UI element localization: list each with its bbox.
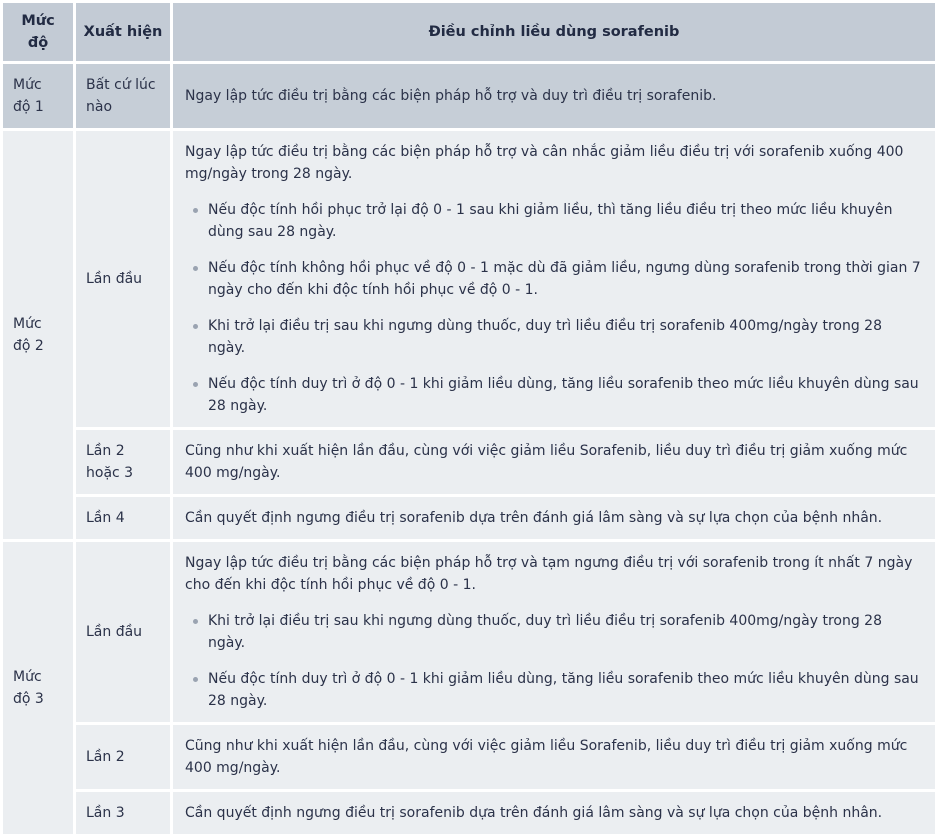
bullet-dot-icon <box>193 677 198 682</box>
occurrence-cell: Lần 3 <box>76 792 170 834</box>
occurrence-cell: Bất cứ lúc nào <box>76 64 170 128</box>
bullet-text: Khi trở lại điều trị sau khi ngưng dùng thuốc, duy trì liều điều trị sorafenib 400mg/ngày trong 28 ngày. <box>208 318 882 356</box>
bullet-item <box>185 373 923 417</box>
level-cell: Mức độ 2 <box>3 131 73 539</box>
occurrence-cell: Lần đầu <box>76 542 170 722</box>
bullet-dot-icon <box>193 382 198 387</box>
bullet-text: Nếu độc tính hồi phục trở lại độ 0 - 1 sau khi giảm liều, thì tăng liều điều trị theo mức liều khuyên dùng sau 28 ngày. <box>208 202 893 240</box>
table-row-level2-first <box>3 131 935 427</box>
header-cell-adjustment: Điều chỉnh liều dùng sorafenib <box>173 3 935 61</box>
adjustment-paragraph: Ngay lập tức điều trị bằng các biện pháp hỗ trợ và duy trì điều trị sorafenib. <box>185 88 717 104</box>
adjustment-paragraph: Cần quyết định ngưng điều trị sorafenib dựa trên đánh giá lâm sàng và sự lựa chọn của bệnh nhân. <box>185 510 883 526</box>
adjustment-paragraph: Cũng như khi xuất hiện lần đầu, cùng với việc giảm liều Sorafenib, liều duy trì điều trị giảm xuống mức 400 mg/ngày. <box>185 443 908 481</box>
table-row-level1 <box>3 64 935 128</box>
level-cell: Mức độ 3 <box>3 542 73 834</box>
bullet-item <box>185 610 923 654</box>
adjustment-paragraph: Cần quyết định ngưng điều trị sorafenib dựa trên đánh giá lâm sàng và sự lựa chọn của bệnh nhân. <box>185 805 883 821</box>
bullet-text: Khi trở lại điều trị sau khi ngưng dùng thuốc, duy trì liều điều trị sorafenib 400mg/ngày trong 28 ngày. <box>208 613 882 651</box>
table-row-level3-occ3 <box>3 792 935 834</box>
table-row-level2-occ4 <box>3 497 935 539</box>
adjustment-cell <box>173 430 935 494</box>
adjustment-cell <box>173 725 935 789</box>
bullet-item <box>185 315 923 359</box>
table-row-level3-occ2 <box>3 725 935 789</box>
header-cell-level: Mức độ <box>3 3 73 61</box>
adjustment-paragraph: Ngay lập tức điều trị bằng các biện pháp hỗ trợ và cân nhắc giảm liều điều trị với sorafenib xuống 400 mg/ngày trong 28 ngày. <box>185 144 904 182</box>
adjustment-cell <box>173 64 935 128</box>
table-row-level2-occ23 <box>3 430 935 494</box>
table-header-row <box>3 3 935 61</box>
bullet-dot-icon <box>193 266 198 271</box>
occurrence-cell: Lần 2 hoặc 3 <box>76 430 170 494</box>
bullet-dot-icon <box>193 619 198 624</box>
bullet-text: Nếu độc tính không hồi phục về độ 0 - 1 mặc dù đã giảm liều, ngưng dùng sorafenib trong thời gian 7 ngày cho đến khi độc tính hồi phục về độ 0 - 1. <box>208 260 921 298</box>
adjustment-paragraph: Cũng như khi xuất hiện lần đầu, cùng với việc giảm liều Sorafenib, liều duy trì điều trị giảm xuống mức 400 mg/ngày. <box>185 738 908 776</box>
table-row-level3-first <box>3 542 935 722</box>
occurrence-cell: Lần đầu <box>76 131 170 427</box>
adjustment-cell <box>173 131 935 427</box>
bullet-text: Nếu độc tính duy trì ở độ 0 - 1 khi giảm liều dùng, tăng liều sorafenib theo mức liều khuyên dùng sau 28 ngày. <box>208 376 919 414</box>
bullet-text: Nếu độc tính duy trì ở độ 0 - 1 khi giảm liều dùng, tăng liều sorafenib theo mức liều khuyên dùng sau 28 ngày. <box>208 671 919 709</box>
adjustment-paragraph: Ngay lập tức điều trị bằng các biện pháp hỗ trợ và tạm ngưng điều trị với sorafenib trong ít nhất 7 ngày cho đến khi độc tính hồi phục về độ 0 - 1. <box>185 555 913 593</box>
bullet-item <box>185 257 923 301</box>
header-cell-occurrence: Xuất hiện <box>76 3 170 61</box>
occurrence-cell: Lần 2 <box>76 725 170 789</box>
bullet-item <box>185 668 923 712</box>
bullet-dot-icon <box>193 208 198 213</box>
adjustment-cell <box>173 497 935 539</box>
adjustment-cell <box>173 542 935 722</box>
bullet-dot-icon <box>193 324 198 329</box>
bullet-item <box>185 199 923 243</box>
level-cell: Mức độ 1 <box>3 64 73 128</box>
occurrence-cell: Lần 4 <box>76 497 170 539</box>
adjustment-cell <box>173 792 935 834</box>
